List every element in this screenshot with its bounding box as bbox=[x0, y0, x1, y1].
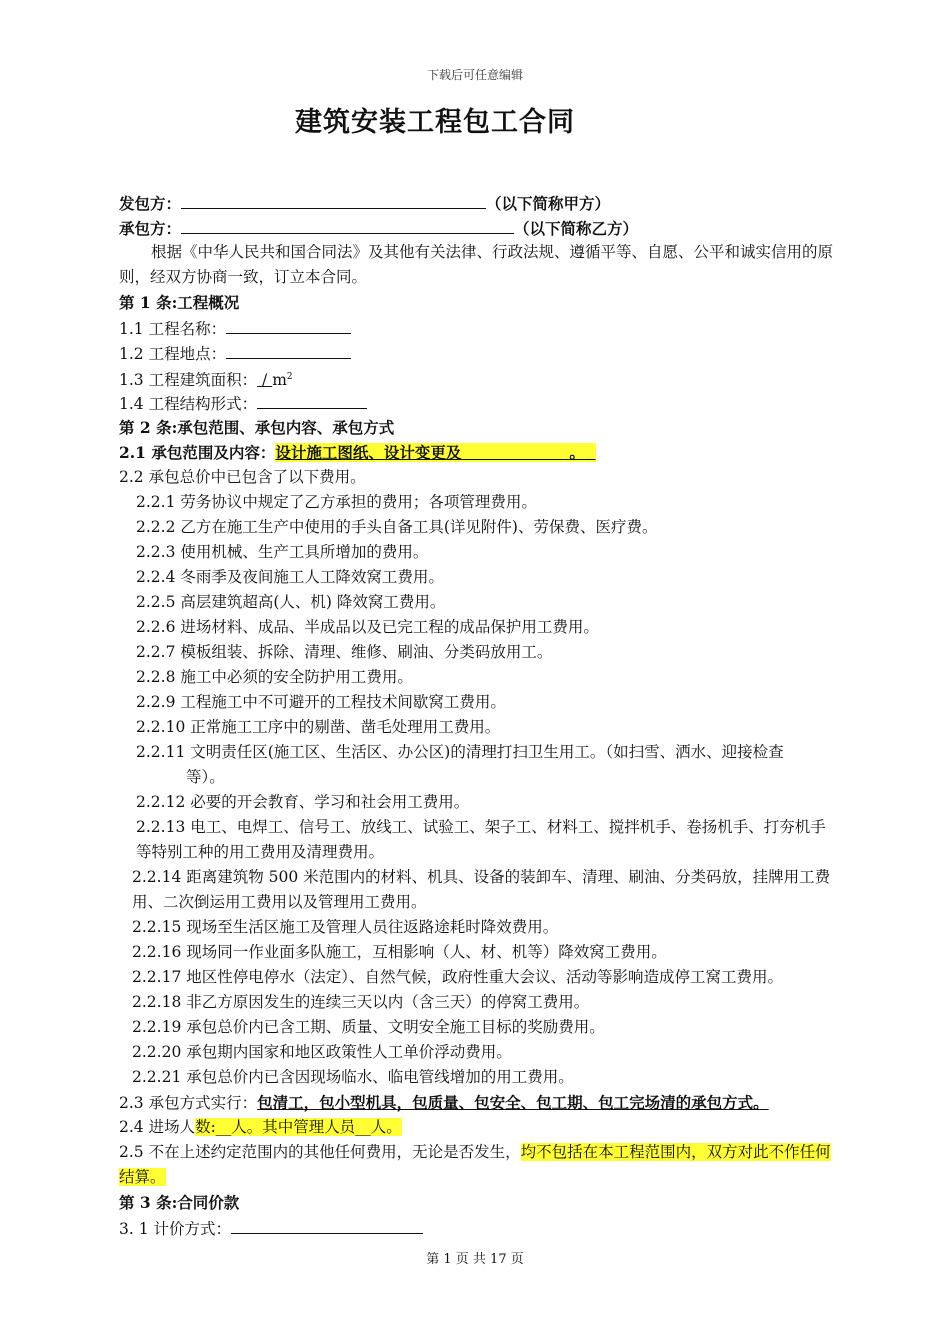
list-item: 2.2.14 距离建筑物 500 米范围内的材料、机具、设备的装卸车、清理、刷油、分类码放，挂牌用工费用、二次倒运用工费用以及管理用工费用。 bbox=[132, 868, 831, 911]
list-item: 2.2.6 进场材料、成品、半成品以及已完工程的成品保护用工费用。 bbox=[136, 618, 599, 636]
section-2-1 bbox=[119, 440, 839, 465]
party-b-line bbox=[119, 215, 839, 240]
list-item: 2.2.7 模板组装、拆除、清理、维修、刷油、分类码放用工。 bbox=[136, 643, 553, 661]
list-item: 2.2.19 承包总价内已含工期、质量、文明安全施工目标的奖励费用。 bbox=[132, 1018, 605, 1036]
section-2-5 bbox=[119, 1140, 839, 1190]
project-area-label: 1.3 工程建筑面积： bbox=[119, 371, 258, 389]
document-title: 建筑安装工程包工合同 bbox=[295, 107, 575, 138]
list-item: 2.2.4 冬雨季及夜间施工人工降效窝工费用。 bbox=[136, 568, 444, 586]
list-item: 2.2.1 劳务协议中规定了乙方承担的费用；各项管理费用。 bbox=[136, 493, 537, 511]
list-item: 2.2.21 承包总价内已含因现场临水、临电管线增加的用工费用。 bbox=[132, 1068, 574, 1086]
section-2-3 bbox=[119, 1090, 839, 1115]
project-structure-blank bbox=[257, 390, 367, 409]
page-footer: 第 1 页 共 17 页 bbox=[426, 1252, 524, 1267]
party-a-line bbox=[119, 190, 839, 215]
list-item: 2.2.13 电工、电焊工、信号工、放线工、试验工、架子工、材料工、搅拌机手、卷扬机手、打夯机手等特别工种的用工费用及清理费用。 bbox=[136, 818, 826, 861]
list-item: 2.2.8 施工中必须的安全防护用工费用。 bbox=[136, 668, 413, 686]
list-item: 2.2.10 正常施工工序中的剔凿、凿毛处理用工费用。 bbox=[136, 718, 501, 736]
party-a-label: 发包方： bbox=[119, 194, 182, 213]
party-b-blank bbox=[181, 215, 514, 234]
list-item: 2.2.15 现场至生活区施工及管理人员往返路途耗时降效费用。 bbox=[132, 918, 559, 936]
list-item: 2.2.18 非乙方原因发生的连续三天以内（含三天）的停窝工费用。 bbox=[132, 993, 590, 1011]
party-a-blank bbox=[181, 190, 486, 209]
page-header: 下载后可任意编辑 bbox=[426, 68, 523, 82]
section-3-1-label: 3. 1 计价方式： bbox=[119, 1220, 232, 1238]
project-name-label: 1.1 工程名称： bbox=[119, 320, 227, 338]
party-b-label: 承包方： bbox=[119, 219, 182, 238]
project-structure-label: 1.4 工程结构形式： bbox=[119, 395, 258, 413]
project-area-line bbox=[119, 365, 839, 390]
party-b-suffix: （以下简称乙方） bbox=[514, 219, 639, 238]
party-a-suffix: （以下简称甲方） bbox=[486, 194, 611, 213]
list-item: 2.2.12 必要的开会教育、学习和社会用工费用。 bbox=[136, 793, 470, 811]
project-area-sup: 2 bbox=[286, 372, 293, 382]
section-2-3-value: 包清工，包小型机具，包质量、包安全、包工期、包工完场清的承包方式。 bbox=[257, 1093, 769, 1112]
section-3-1 bbox=[119, 1215, 839, 1240]
list-item: 2.2.5 高层建筑超高(人、机) 降效窝工费用。 bbox=[136, 593, 446, 611]
section-2-1-label: 2.1 承包范围及内容： bbox=[119, 443, 276, 462]
list-item: 2.2.9 工程施工中不可避开的工程技术间歇窝工费用。 bbox=[136, 693, 506, 711]
project-location-blank bbox=[226, 340, 351, 359]
article-3-heading: 第 3 条:合同价款 bbox=[119, 1193, 240, 1212]
section-2-4-label: 2.4 进场人 bbox=[119, 1118, 196, 1136]
section-2-5-value: 均不包括在本工程范围内，双方对此不作任何结算。 bbox=[119, 1143, 831, 1186]
project-area-value: / bbox=[262, 371, 268, 389]
list-item: 2.2.20 承包期内国家和地区政策性人工单价浮动费用。 bbox=[132, 1043, 512, 1061]
list-item: 2.2.17 地区性停电停水（法定）、自然气候，政府性重大会议、活动等影响造成停工窝工费用。 bbox=[132, 968, 783, 986]
section-2-4 bbox=[119, 1115, 839, 1140]
project-location-label: 1.2 工程地点： bbox=[119, 345, 227, 363]
article-2-heading: 第 2 条:承包范围、承包内容、承包方式 bbox=[119, 418, 395, 437]
project-name-line bbox=[119, 315, 839, 340]
project-location-line bbox=[119, 340, 839, 365]
section-2-2: 2.2 承包总价中已包含了以下费用。 bbox=[119, 468, 366, 486]
project-name-blank bbox=[226, 315, 351, 334]
list-item: 2.2.16 现场同一作业面多队施工，互相影响（人、材、机等）降效窝工费用。 bbox=[132, 943, 667, 961]
section-2-5-label: 2.5 不在上述约定范围内的其他任何费用，无论是否发生， bbox=[119, 1143, 521, 1161]
project-structure-line bbox=[119, 390, 839, 415]
section-2-1-value: 设计施工图纸、设计变更及 。 bbox=[275, 443, 595, 462]
list-item: 2.2.2 乙方在施工生产中使用的手头自备工具(详见附件)、劳保费、医疗费。 bbox=[136, 518, 658, 536]
section-2-3-label: 2.3 承包方式实行： bbox=[119, 1094, 258, 1112]
intro-paragraph: 根据《中华人民共和国合同法》及其他有关法律、行政法规、遵循平等、自愿、公平和诚实信用的原则，经双方协商一致，订立本合同。 bbox=[119, 243, 834, 286]
section-3-1-blank bbox=[231, 1215, 423, 1234]
section-2-4-value: 数:__人。其中管理人员__人。 bbox=[195, 1118, 402, 1136]
list-item-continuation: 等）。 bbox=[186, 768, 225, 786]
list-item: 2.2.11 文明责任区(施工区、生活区、办公区)的清理打扫卫生用工。（如扫雪、洒水、迎接检查 bbox=[136, 743, 784, 761]
document-body bbox=[119, 190, 839, 1240]
project-area-unit: m bbox=[272, 371, 287, 389]
list-item: 2.2.3 使用机械、生产工具所增加的费用。 bbox=[136, 543, 429, 561]
article-1-heading: 第 1 条:工程概况 bbox=[119, 293, 240, 312]
